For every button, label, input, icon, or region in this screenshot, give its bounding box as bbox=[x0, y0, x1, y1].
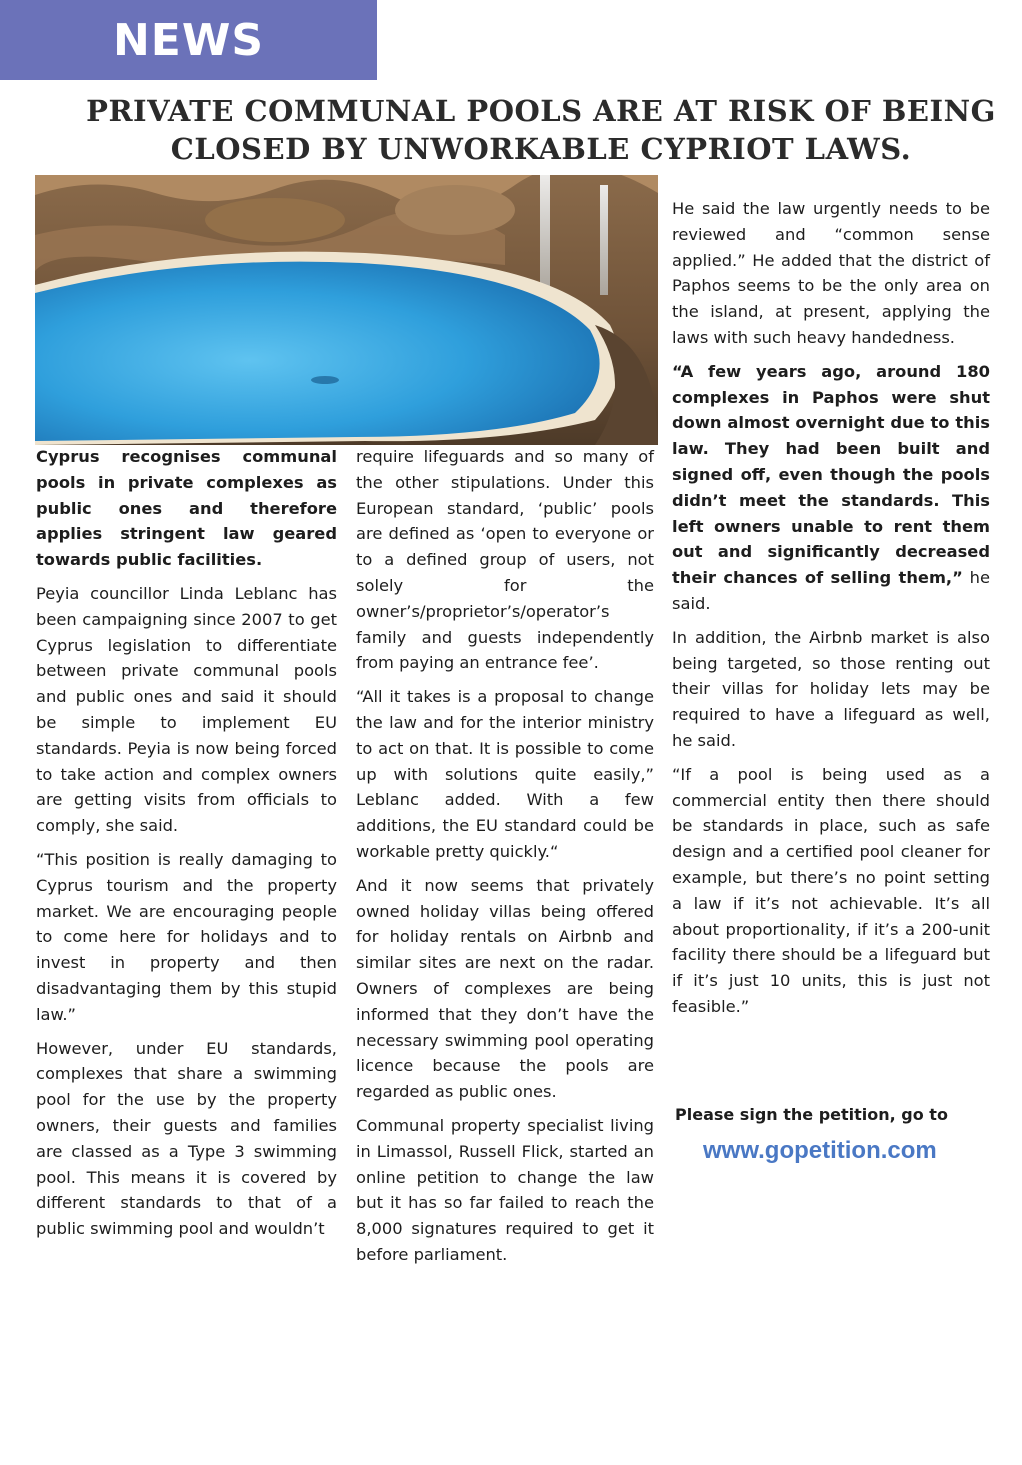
quote-attribution: he said. bbox=[672, 568, 990, 613]
column-3 bbox=[672, 196, 990, 1028]
headline-line-2: CLOSED BY UNWORKABLE CYPRIOT LAWS. bbox=[170, 132, 912, 166]
article-paragraph: “All it takes is a proposal to change the law and for the interior ministry to act on that. It is possible to come up with solutions quite easily,” Leblanc added. With a few additions, the EU standard could be workable pretty quickly.“ bbox=[356, 687, 654, 861]
quote-text: “A few years ago, around 180 complexes in Paphos were shut down almost overnight due to this law. They had been built and signed off, even though the pools didn’t meet the standards. This left owners unable to rent them out and significantly decreased their chances of selling them,” bbox=[672, 361, 990, 588]
pool-photo bbox=[35, 175, 658, 445]
article-paragraph: “This position is really damaging to Cyprus tourism and the property market. We are encouraging people to come here for holidays and to invest in property and then disadvantaging them by this stupid law.” bbox=[36, 849, 337, 1024]
article-paragraph: require lifeguards and so many of the other stipulations. Under this European standard, ‘public’ pools are defined as ‘open to everyone or to a defined group of users, not solely for the owner’s/proprietor’s/operator’s family and guests independently from paying an entrance fee’. bbox=[356, 447, 654, 673]
headline bbox=[60, 92, 1022, 168]
article-paragraph: “If a pool is being used as a commercial entity then there should be standards in place, such as safe design and a certified pool cleaner for example, but there’s no point setting a law if it’s not achievable. It’s all about proportionality, if it’s a 200-unit facility there should be a lifeguard but if it’s just 10 units, this is just not feasible.” bbox=[672, 764, 990, 1016]
petition-link[interactable]: www.gopetition.com bbox=[703, 1137, 937, 1164]
article-paragraph: However, under EU standards, complexes that share a swimming pool for the use by the property owners, their guests and families are classed as a Type 3 swimming pool. This means it is covered by different standards to that of a public swimming pool and wouldn’t bbox=[36, 1038, 337, 1239]
lead-paragraph: Cyprus recognises communal pools in private complexes as public ones and therefore applies stringent law geared towards public facilities. bbox=[36, 447, 337, 570]
section-tag: NEWS bbox=[0, 0, 377, 80]
article-paragraph: Peyia councillor Linda Leblanc has been campaigning since 2007 to get Cyprus legislation to differentiate between private communal pools and public ones and said it should be simple to implement EU standards. Peyia is now being forced to take action and complex owners are getting visits from officials to comply, she said. bbox=[36, 583, 337, 836]
article-paragraph: In addition, the Airbnb market is also being targeted, so those renting out their villas for holiday lets may be required to have a lifeguard as well, he said. bbox=[672, 627, 990, 750]
pull-quote bbox=[672, 359, 990, 617]
article-paragraph: And it now seems that privately owned holiday villas being offered for holiday rentals on Airbnb and similar sites are next on the radar. Owners of complexes are being informed that they don’t have the necessary swimming pool operating licence because the pools are regarded as public ones. bbox=[356, 875, 654, 1102]
article-paragraph: He said the law urgently needs to be reviewed and “common sense applied.” He added that the district of Paphos seems to be the only area on the island, at present, applying the laws with such heavy handedness. bbox=[672, 199, 990, 347]
article-paragraph: Communal property specialist living in Limassol, Russell Flick, started an online petition to change the law but it has so far failed to reach the 8,000 signatures required to get it before parliament. bbox=[356, 1115, 654, 1264]
column-1 bbox=[36, 444, 337, 1250]
headline-line-1: PRIVATE COMMUNAL POOLS ARE AT RISK OF BEING bbox=[86, 94, 996, 128]
column-2 bbox=[356, 444, 654, 1276]
pool-illustration bbox=[35, 175, 658, 445]
petition-label: Please sign the petition, go to bbox=[675, 1105, 948, 1124]
